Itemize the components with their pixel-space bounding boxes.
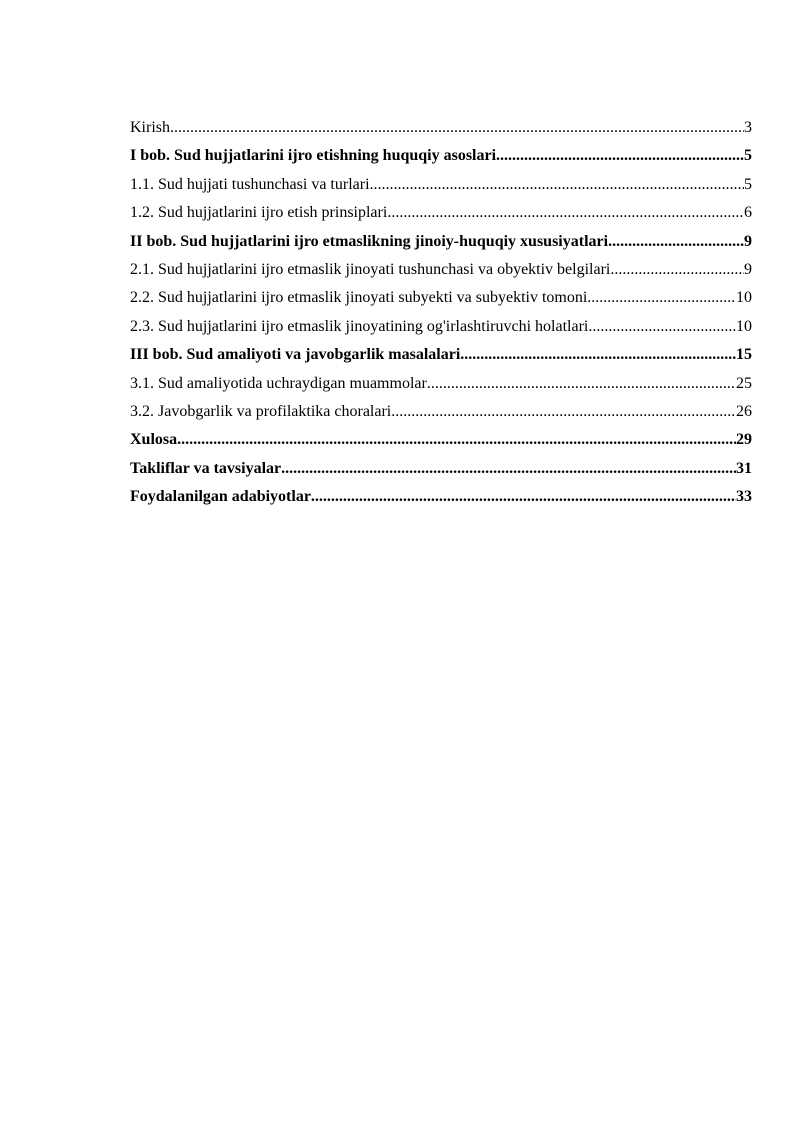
- toc-dot-leader: [610, 256, 744, 284]
- toc-entry-title: I bob. Sud hujjatlarini ijro etishning huquqiy asoslari: [130, 147, 497, 165]
- toc-dot-leader: [281, 455, 736, 483]
- toc-dot-leader: [387, 199, 744, 227]
- toc-entry: [130, 455, 752, 483]
- toc-entry-page: 29: [736, 431, 752, 449]
- toc-entry-title: 1.2. Sud hujjatlarini ijro etish prinsiplari: [130, 204, 388, 222]
- toc-entry: [130, 142, 752, 170]
- toc-entry-page: 26: [736, 402, 752, 420]
- toc-entry: [130, 199, 752, 227]
- toc-entry: [130, 426, 752, 454]
- toc-dot-leader: [427, 370, 736, 398]
- toc-entry: [130, 313, 752, 341]
- toc-entry-page: 5: [744, 147, 752, 165]
- toc-entry-page: 9: [744, 232, 752, 250]
- table-of-contents: [130, 114, 752, 511]
- toc-entry-title: Kirish: [130, 119, 170, 136]
- toc-entry-page: 15: [736, 346, 752, 364]
- toc-entry: [130, 483, 752, 511]
- toc-entry-title: Xulosa: [130, 431, 178, 449]
- toc-entry: [130, 256, 752, 284]
- toc-entry-title: 1.1. Sud hujjati tushunchasi va turlari: [130, 175, 370, 193]
- toc-entry-page: 5: [744, 175, 752, 193]
- toc-dot-leader: [391, 398, 736, 426]
- toc-entry: [130, 341, 752, 369]
- toc-entry-title: 3.2. Javobgarlik va profilaktika choralari: [130, 402, 392, 420]
- toc-entry-title: 3.1. Sud amaliyotida uchraydigan muammolar: [130, 374, 427, 392]
- toc-entry-page: 6: [744, 204, 752, 222]
- toc-dot-leader: [460, 341, 736, 369]
- toc-dot-leader: [177, 426, 736, 454]
- toc-entry: [130, 284, 752, 312]
- toc-entry: [130, 171, 752, 199]
- toc-entry-page: 3: [744, 119, 752, 136]
- toc-dot-leader: [370, 171, 744, 199]
- toc-entry-page: 9: [744, 260, 752, 278]
- toc-dot-leader: [170, 114, 744, 142]
- toc-entry-page: 10: [736, 289, 752, 307]
- toc-entry-title: 2.2. Sud hujjatlarini ijro etmaslik jinoyati subyekti va subyektiv tomoni: [130, 289, 588, 307]
- toc-entry: [130, 228, 752, 256]
- toc-entry-page: 31: [736, 459, 752, 477]
- toc-entry-title: 2.1. Sud hujjatlarini ijro etmaslik jinoyati tushunchasi va obyektiv belgilari: [130, 260, 611, 278]
- toc-entry: [130, 398, 752, 426]
- toc-entry-page: 10: [736, 317, 752, 335]
- toc-dot-leader: [608, 228, 744, 256]
- toc-entry: [130, 114, 752, 142]
- toc-entry-page: 33: [736, 488, 752, 506]
- toc-dot-leader: [496, 142, 744, 170]
- toc-entry-title: II bob. Sud hujjatlarini ijro etmaslikning jinoiy-huquqiy xususiyatlari: [130, 232, 609, 250]
- toc-entry-title: 2.3. Sud hujjatlarini ijro etmaslik jinoyatining og'irlashtiruvchi holatlari: [130, 317, 589, 335]
- toc-entry-page: 25: [736, 374, 752, 392]
- toc-dot-leader: [588, 313, 736, 341]
- toc-entry-title: III bob. Sud amaliyoti va javobgarlik masalalari: [130, 346, 461, 364]
- toc-entry-title: Takliflar va tavsiyalar: [130, 459, 282, 477]
- toc-dot-leader: [587, 284, 736, 312]
- toc-dot-leader: [311, 483, 736, 511]
- toc-entry: [130, 370, 752, 398]
- toc-entry-title: Foydalanilgan adabiyotlar: [130, 488, 311, 506]
